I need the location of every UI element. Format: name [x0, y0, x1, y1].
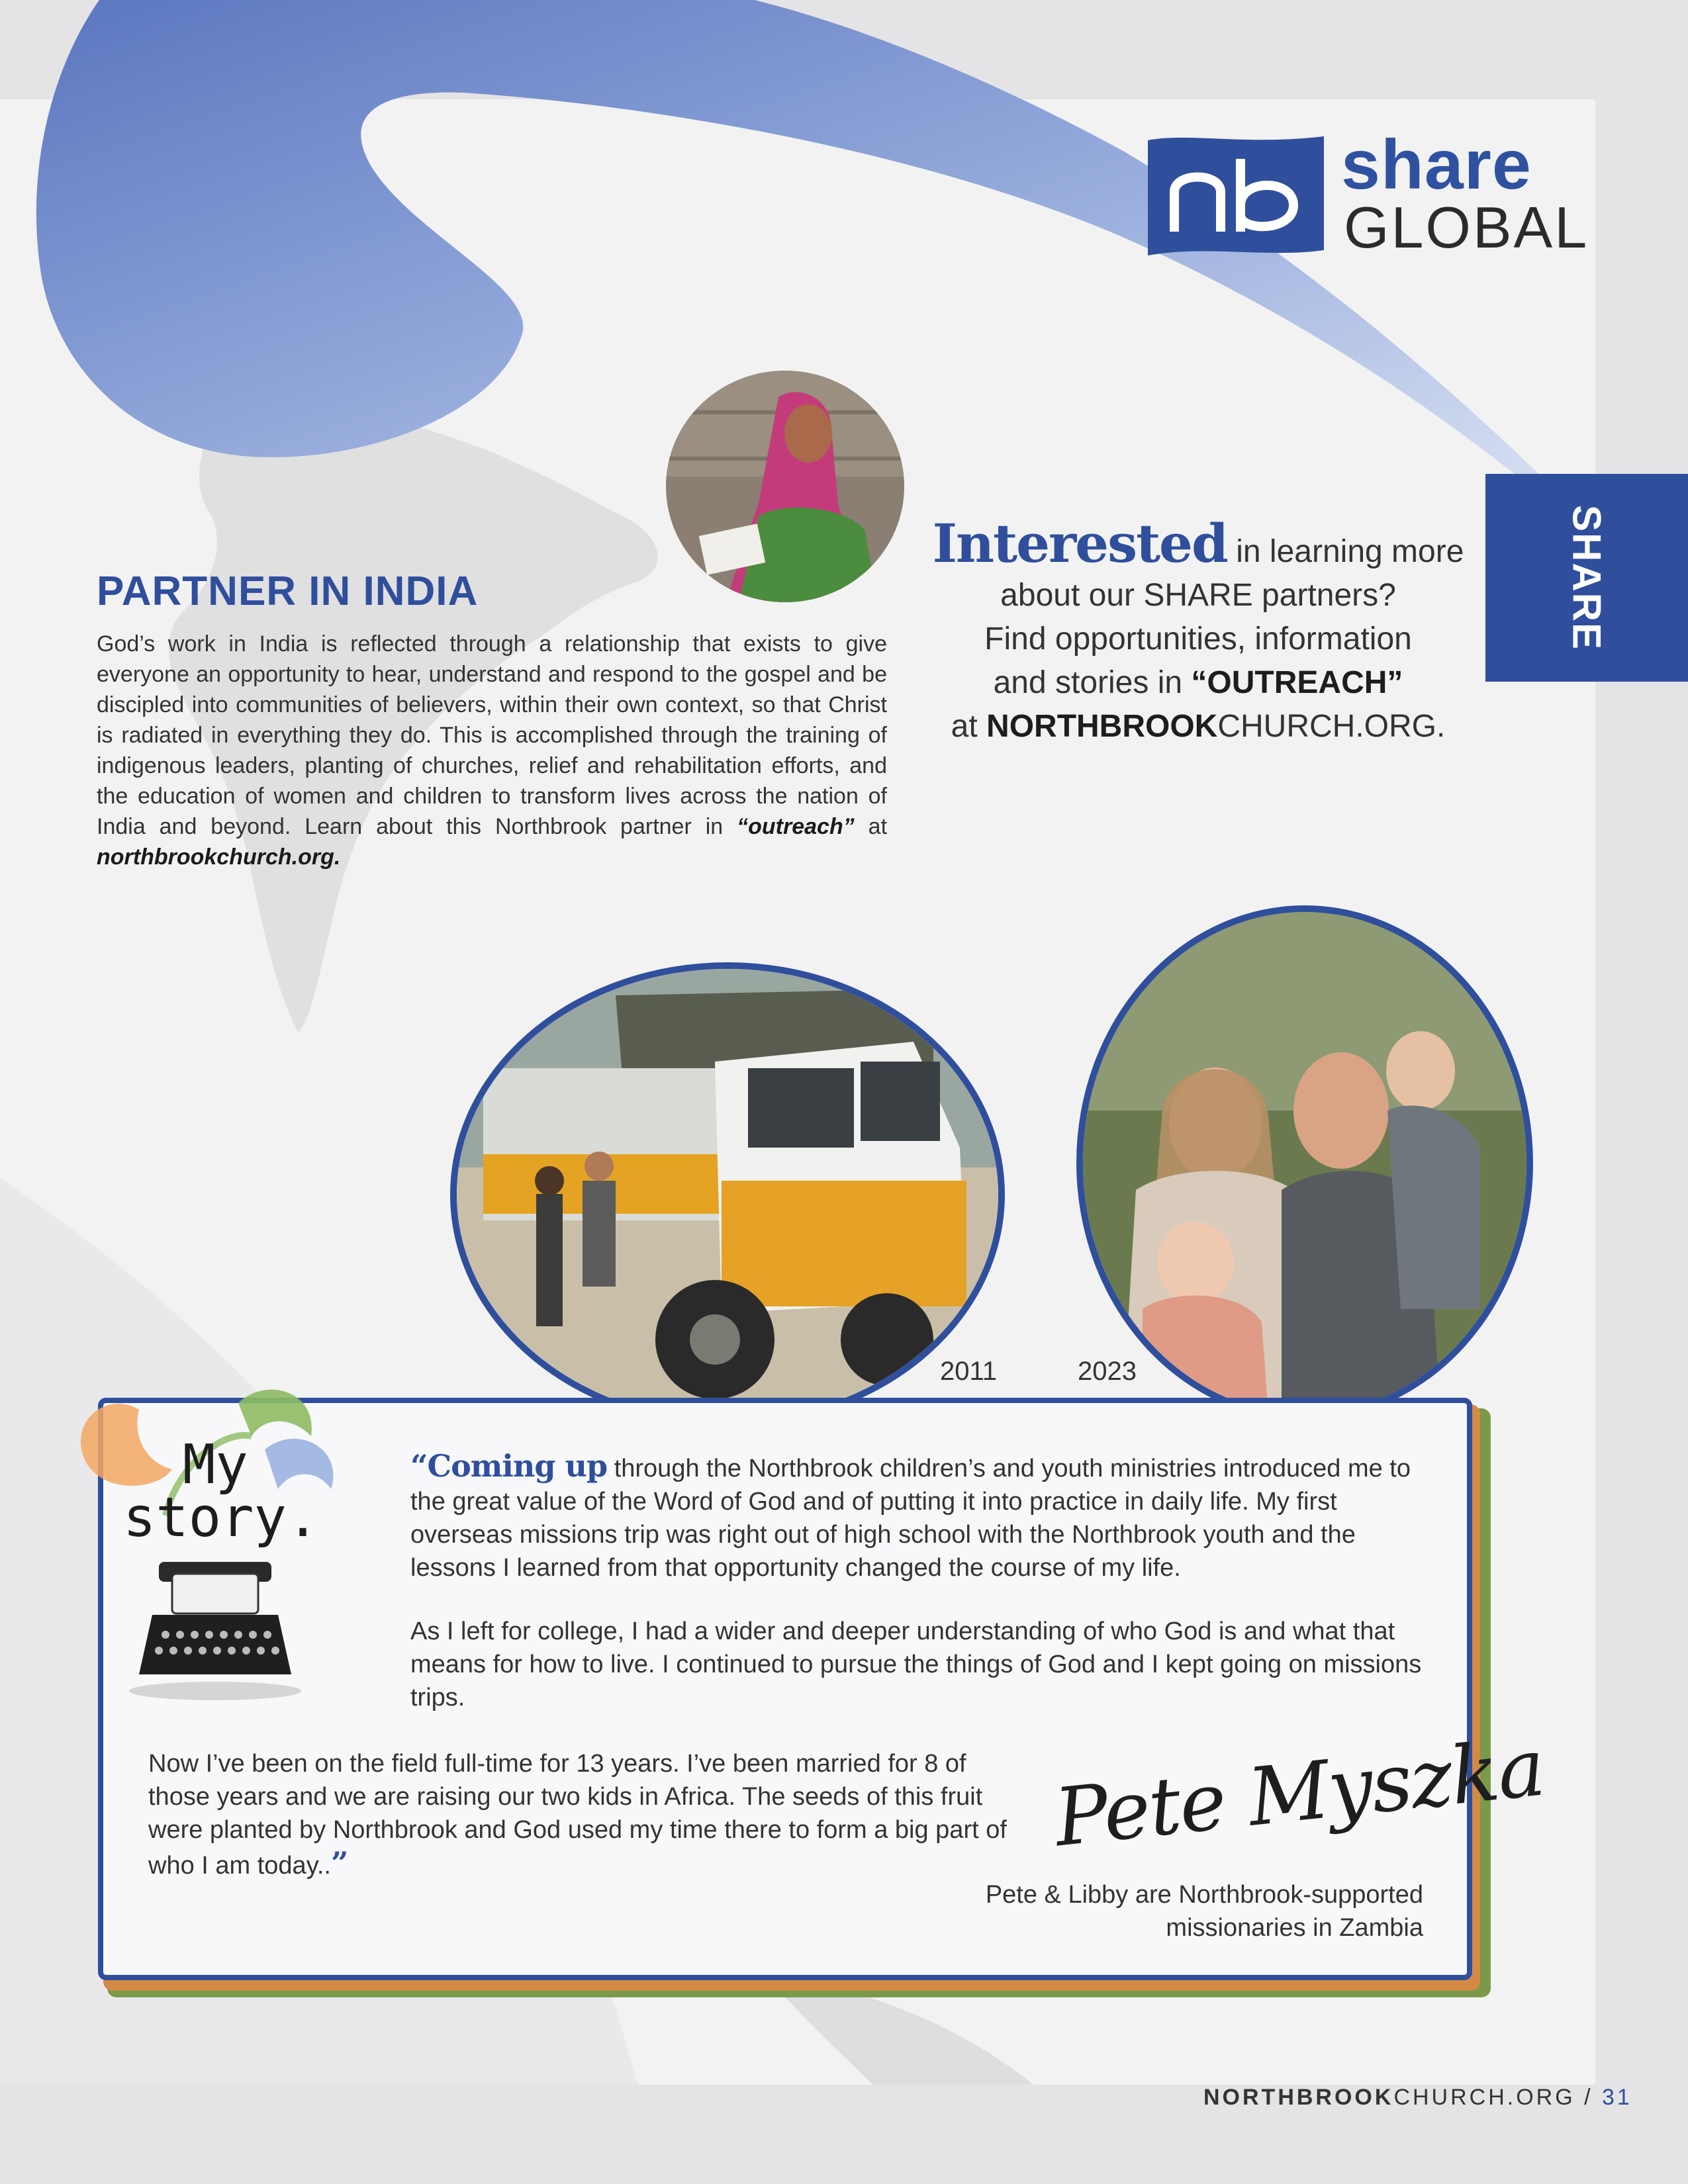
partner-body-main: God’s work in India is reflected through a relationship that exists to give everyone an opportunity to hear, understand and respond to the gospel and be discipled into communities of believers, within their own context, so that Christ is radiated in everything they do. This is accomplished through the training of indigenous leaders, planting of churches, relief and rehabilitation efforts, and the education of women and children to transform lives across the nation of India and beyond. Learn about this Northbrook partner in [97, 631, 887, 839]
my-story-title-line1: My [183, 1433, 248, 1496]
footer-separator: / [1575, 2085, 1602, 2110]
story-paragraph-2: As I left for college, I had a wider and deeper understanding of who God is and what that means for how to live. I continued to pursue the things of God and I kept going on missions trips. [410, 1617, 1422, 1711]
story-paragraph-1 [410, 1449, 1423, 1584]
partner-heading: PARTNER IN INDIA [97, 569, 479, 614]
site-domain: CHURCH.ORG. [1217, 709, 1446, 744]
footer-site-bold: NORTHBROOK [1203, 2085, 1394, 2110]
logo-global-word: GLOBAL [1344, 195, 1589, 260]
interested-line5a: at [951, 709, 978, 744]
partner-body-text [97, 629, 887, 872]
nb-logo-icon [1148, 132, 1324, 258]
page-footer [1203, 2085, 1632, 2111]
page-number: 31 [1602, 2085, 1632, 2110]
interested-word: Interested [932, 512, 1227, 574]
footer-site-link[interactable] [1203, 2085, 1575, 2110]
story-paragraph-3 [148, 1747, 1009, 1882]
interested-callout [920, 512, 1476, 749]
story-credit-line1: Pete & Libby are Northbrook-supported [985, 1881, 1423, 1909]
overland-truck-photo [450, 962, 1005, 1427]
footer-site-rest: CHURCH.ORG [1393, 2085, 1575, 2110]
interested-line2: about our SHARE partners? [1000, 578, 1396, 613]
year-label-right: 2023 [1078, 1357, 1137, 1386]
story-paragraph-3-text: Now I’ve been on the field full-time for 13 years. I’ve been married for 8 of those years and we are raising our two kids in Africa. The seeds of this fruit were planted by Northbrook and God used my time there to form a big part of who I am today.. [148, 1750, 1007, 1880]
story-credit [861, 1878, 1423, 1944]
partner-outreach-term: “outreach” [737, 814, 855, 839]
story-closing-quote: ” [330, 1845, 349, 1881]
share-tab-label: SHARE [1564, 504, 1609, 651]
interested-line3: Find opportunities, information [984, 621, 1412, 657]
interested-line1: in learning more [1236, 534, 1464, 569]
outreach-keyword: “OUTREACH” [1191, 665, 1403, 700]
share-section-tab [1485, 474, 1688, 682]
typewriter-icon [129, 1562, 301, 1700]
india-woman-photo [666, 371, 904, 602]
site-name-bold: NORTHBROOK [986, 709, 1218, 744]
signature: Pete Myszka [1050, 1721, 1548, 1865]
family-photo [1076, 905, 1533, 1420]
logo-share-word: share [1341, 126, 1532, 204]
year-label-left: 2011 [940, 1357, 998, 1386]
story-paragraph-1-text: through the Northbrook children’s and youth ministries introduced me to the great value of the Word of God and of putting it into practice in daily life. My first overseas missions trip was right out of high school with the Northbrook youth and the lessons I learned from that opportunity changed the course of my life. [410, 1455, 1411, 1582]
partner-at-word: at [868, 814, 888, 839]
story-quote-opening: “Coming up [410, 1448, 608, 1484]
my-story-title-line2: story. [123, 1486, 320, 1549]
story-credit-line2: missionaries in Zambia [1166, 1914, 1423, 1942]
partner-website-link[interactable]: northbrookchurch.org. [97, 844, 341, 870]
interested-line4a: and stories in [993, 665, 1183, 700]
northbrook-site-link[interactable] [986, 709, 1445, 744]
